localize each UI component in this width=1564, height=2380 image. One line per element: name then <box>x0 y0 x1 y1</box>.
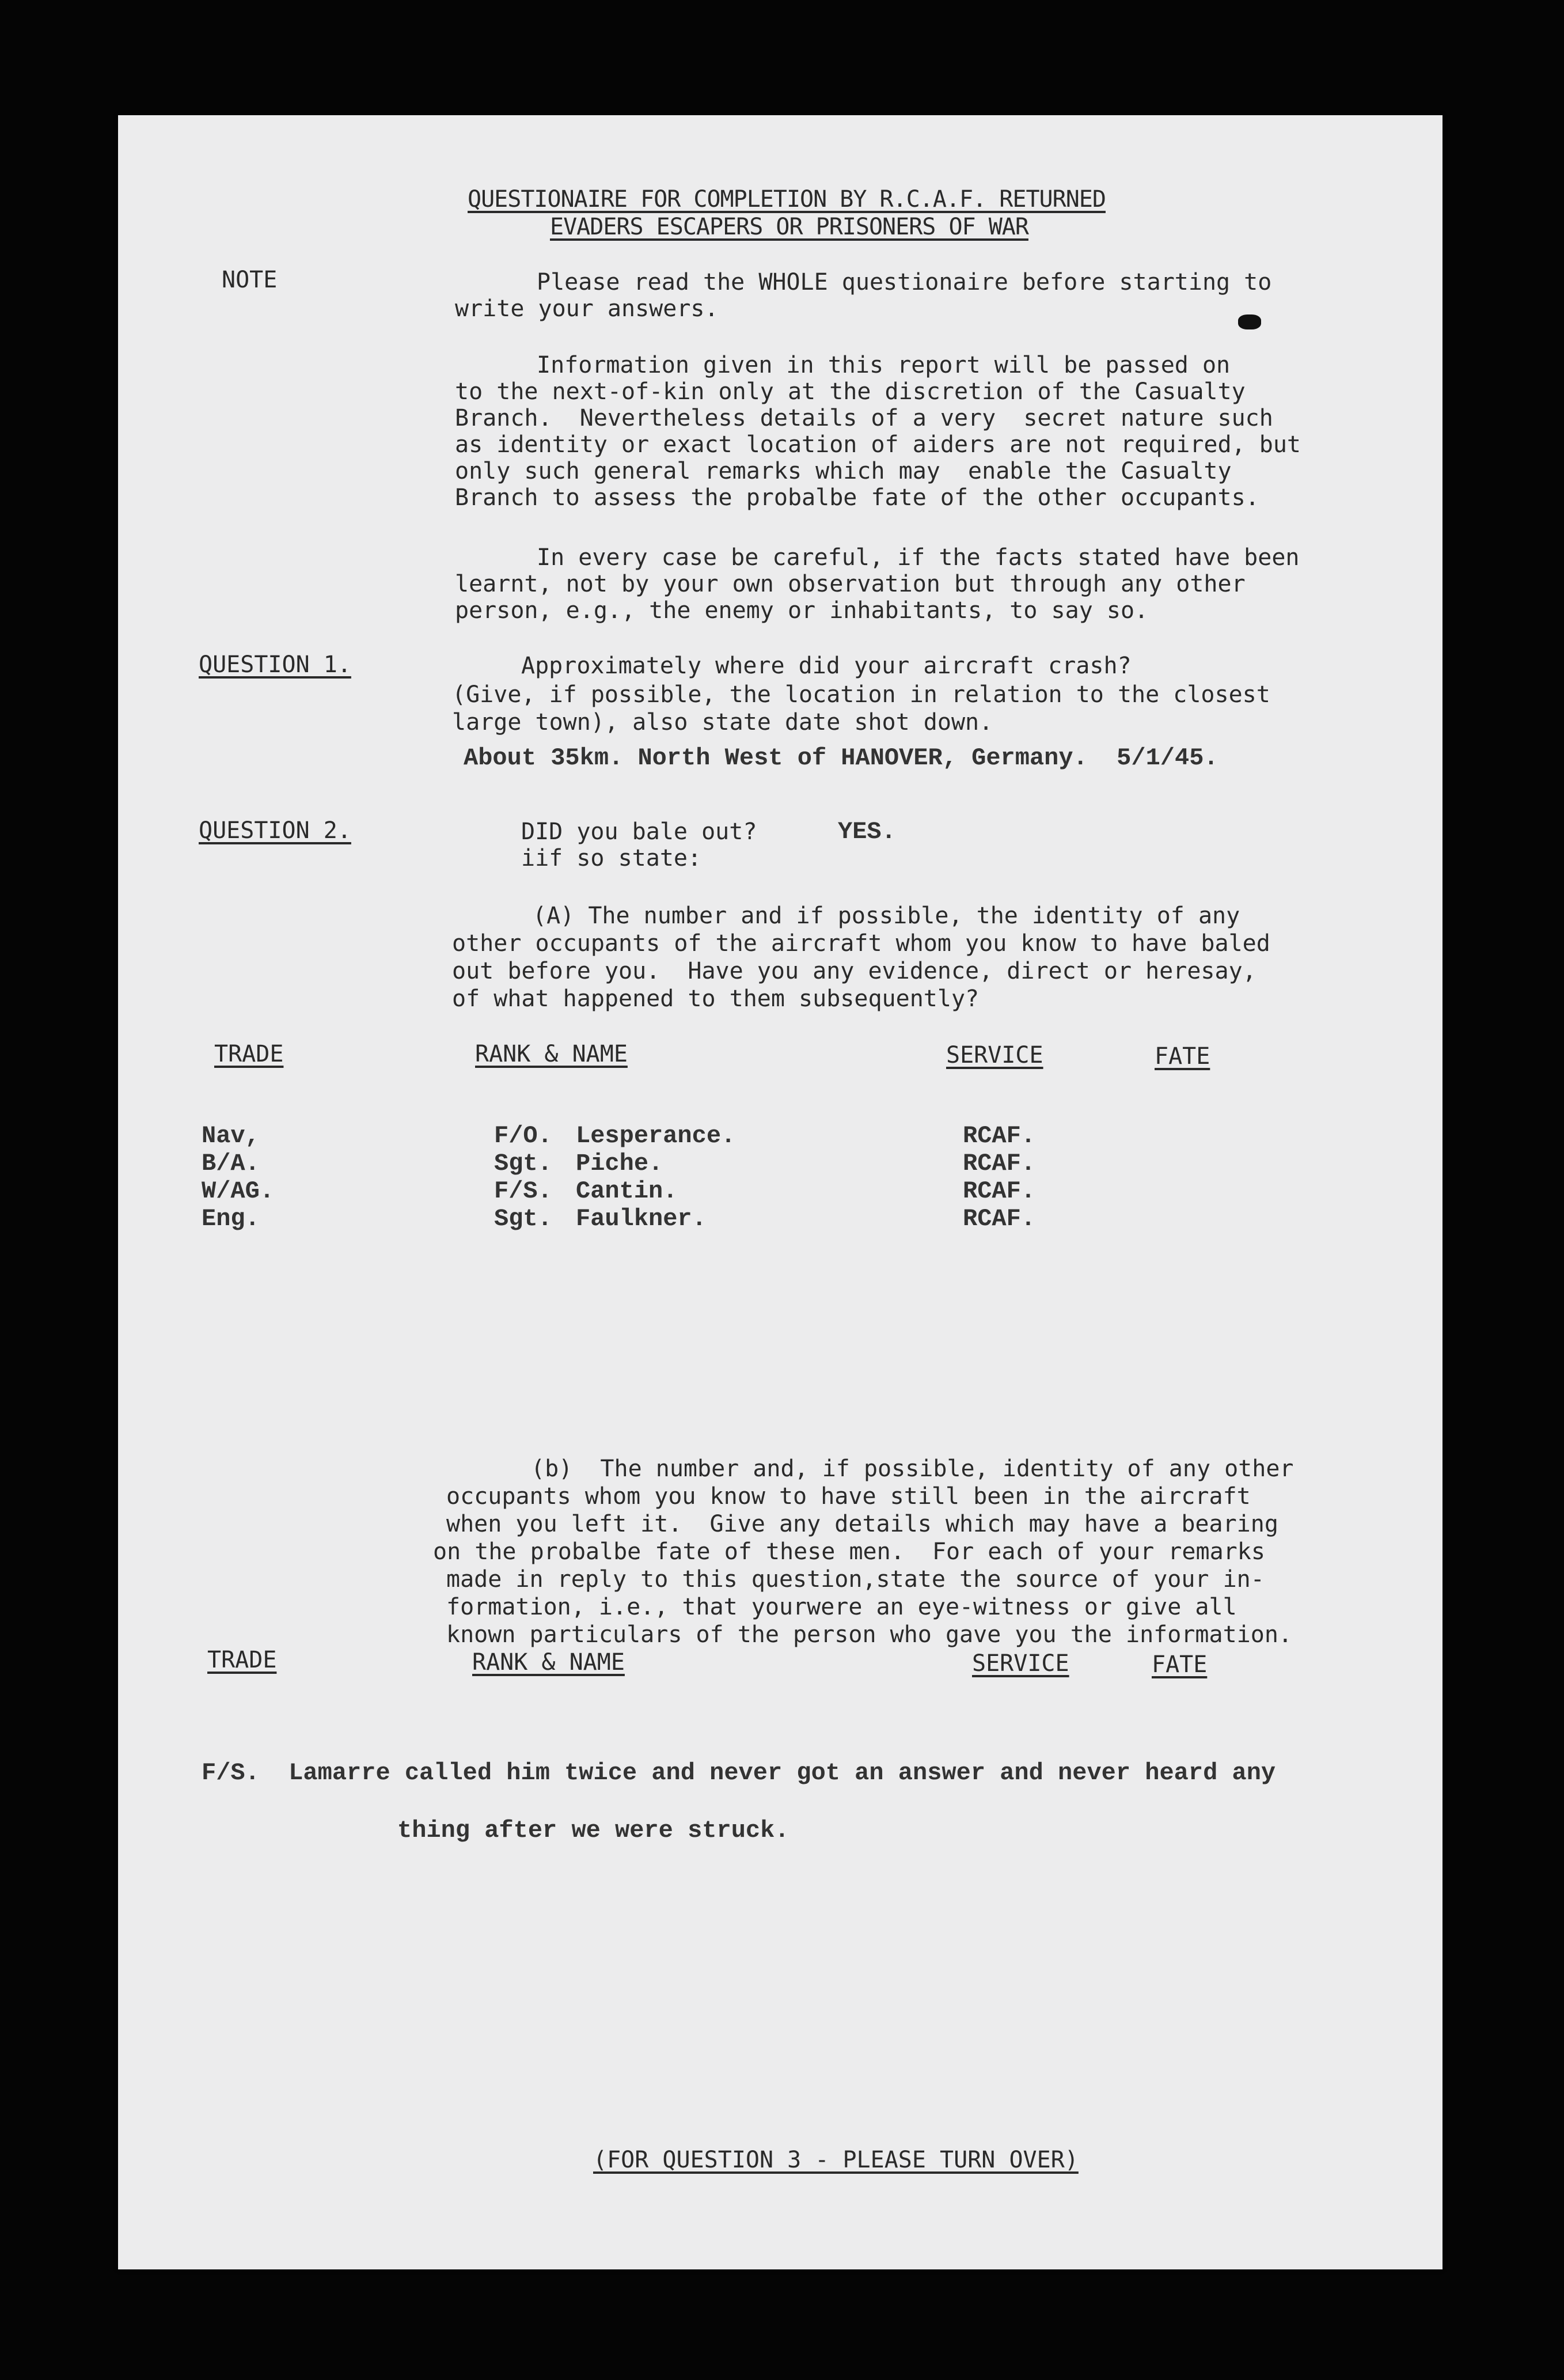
rank-cell: Sgt. <box>494 1205 552 1233</box>
question-2b-answer-line: thing after we were struck. <box>397 1817 789 1844</box>
note-para3-line: In every case be careful, if the facts stated have been <box>537 544 1300 571</box>
note-para1-line: write your answers. <box>455 295 719 322</box>
title-line-2: EVADERS ESCAPERS OR PRISONERS OF WAR <box>550 214 1028 240</box>
col-header-trade: TRADE <box>214 1041 284 1067</box>
question-2b-line: on the probalbe fate of these men. For each of your remarks <box>433 1538 1265 1565</box>
rank-cell: Sgt. <box>494 1150 552 1177</box>
note-para2-line: to the next-of-kin only at the discretion of the Casualty <box>455 378 1246 405</box>
col-header-trade-b: TRADE <box>207 1647 277 1673</box>
trade-cell: B/A. <box>202 1150 260 1177</box>
question-2b-line: (b) The number and, if possible, identity of any other <box>531 1456 1294 1482</box>
question-2-text-line: DID you bale out? <box>521 818 757 845</box>
question-1-text-line: (Give, if possible, the location in relation to the closest <box>452 681 1270 708</box>
title-line-1: QUESTIONAIRE FOR COMPLETION BY R.C.A.F. RETURNED <box>468 186 1106 213</box>
name-cell: Faulkner. <box>576 1205 707 1233</box>
trade-cell: W/AG. <box>202 1177 275 1205</box>
name-cell: Piche. <box>576 1150 663 1177</box>
col-header-service: SERVICE <box>946 1042 1043 1068</box>
question-2b-line: made in reply to this question,state the source of your in- <box>446 1566 1265 1593</box>
col-header-rank-name: RANK & NAME <box>475 1041 628 1067</box>
question-2-text-line: iif so state: <box>521 845 702 871</box>
note-para3-line: learnt, not by your own observation but through any other <box>455 571 1246 597</box>
question-1-text-line: large town), also state date shot down. <box>452 709 993 736</box>
rank-cell: F/S. <box>494 1177 552 1205</box>
question-2b-line: when you left it. Give any details which may have a bearing <box>446 1511 1278 1537</box>
trade-cell: Eng. <box>202 1205 260 1233</box>
question-2a-line: out before you. Have you any evidence, direct or heresay, <box>452 958 1256 984</box>
note-para2-line: only such general remarks which may enable the Casualty <box>455 458 1232 484</box>
trade-cell: Nav, <box>202 1122 260 1150</box>
col-header-rank-name-b: RANK & NAME <box>472 1649 625 1676</box>
note-para3-line: person, e.g., the enemy or inhabitants, to say so. <box>455 597 1149 624</box>
note-para1-line: Please read the WHOLE questionaire before starting to <box>537 269 1272 295</box>
question-2-answer: YES. <box>838 818 896 846</box>
service-cell: RCAF. <box>963 1122 1036 1150</box>
question-1-answer: About 35km. North West of HANOVER, Germany. 5/1/45. <box>464 744 1218 772</box>
question-1-label: QUESTION 1. <box>199 651 351 678</box>
question-2a-line: of what happened to them subsequently? <box>452 986 980 1012</box>
ink-blot <box>1238 314 1261 329</box>
service-cell: RCAF. <box>963 1205 1036 1233</box>
rank-cell: F/O. <box>494 1122 552 1150</box>
service-cell: RCAF. <box>963 1177 1036 1205</box>
question-2-label: QUESTION 2. <box>199 817 351 844</box>
question-2b-line: formation, i.e., that yourwere an eye-witness or give all <box>446 1594 1237 1620</box>
note-para2-line: Branch. Nevertheless details of a very secret nature such <box>455 405 1273 431</box>
question-2b-line: occupants whom you know to have still been in the aircraft <box>446 1483 1251 1510</box>
question-1-text-line: Approximately where did your aircraft crash? <box>521 653 1132 679</box>
note-para2-line: Information given in this report will be passed on <box>537 352 1231 378</box>
question-2a-line: other occupants of the aircraft whom you know to have baled <box>452 930 1270 957</box>
name-cell: Cantin. <box>576 1177 678 1205</box>
service-cell: RCAF. <box>963 1150 1036 1177</box>
question-2b-answer-line: F/S. Lamarre called him twice and never got an answer and never heard any <box>202 1759 1276 1787</box>
col-header-fate: FATE <box>1155 1043 1210 1070</box>
question-2b-line: known particulars of the person who gave you the information. <box>446 1621 1293 1648</box>
note-para2-line: as identity or exact location of aiders are not required, but <box>455 431 1301 458</box>
name-cell: Lesperance. <box>576 1122 736 1150</box>
footer-turn-over: (FOR QUESTION 3 - PLEASE TURN OVER) <box>593 2147 1079 2173</box>
col-header-service-b: SERVICE <box>972 1650 1069 1677</box>
note-label: NOTE <box>222 267 278 293</box>
note-para2-line: Branch to assess the probalbe fate of the other occupants. <box>455 484 1259 511</box>
col-header-fate-b: FATE <box>1152 1651 1208 1678</box>
question-2a-line: (A) The number and if possible, the identity of any <box>533 903 1240 929</box>
